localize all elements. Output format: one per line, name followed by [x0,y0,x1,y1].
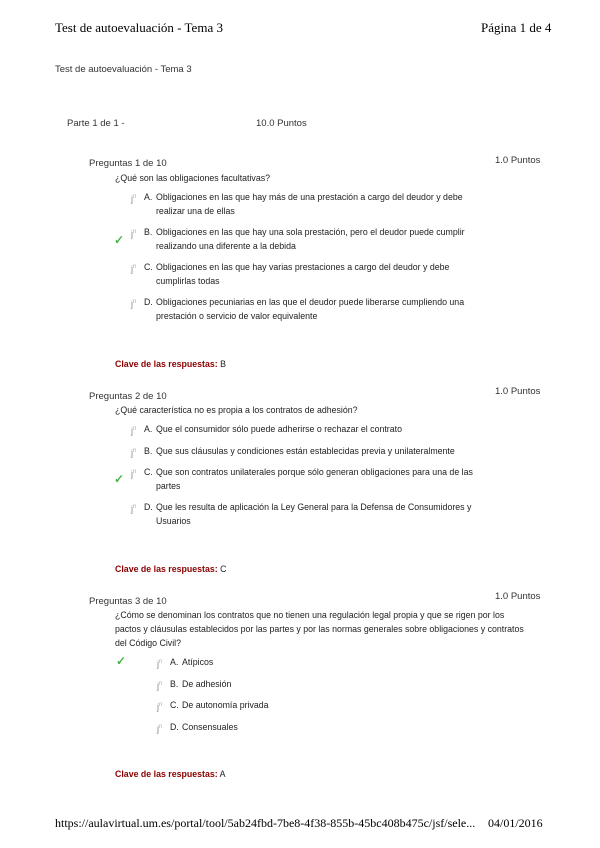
page-number: Página 1 de 4 [481,20,552,35]
radio-icon[interactable]: $j^n$ [131,426,137,436]
option-d[interactable]: $j^n$ D. Obligaciones pecuniarias en las que el deudor puede liberarse cumpliendo una prestación o servicio de valor equivalente [131,297,465,321]
radio-icon[interactable]: $j^n$ [157,702,163,712]
radio-icon[interactable]: $j^n$ [131,229,137,239]
option-d[interactable]: $j^n$ D. Consensuales [157,722,238,734]
answer-key: Clave de las respuestas: A [115,769,226,779]
part-points: 10.0 Puntos [256,118,307,129]
option-a[interactable]: $j^n$ A. Obligaciones en las que hay más de una prestación a cargo del deudor y debe realizar una de ellas [131,192,463,216]
question-number: Preguntas 3 de 10 [89,596,167,607]
correct-check-icon: ✓ [114,233,125,247]
radio-icon[interactable]: $j^n$ [131,299,137,309]
footer-date: 04/01/2016 [488,816,543,830]
part-label: Parte 1 de 1 - [67,118,125,129]
radio-icon[interactable]: $j^n$ [131,448,137,458]
radio-icon[interactable]: $j^n$ [157,681,163,691]
radio-icon[interactable]: $j^n$ [131,264,137,274]
option-c[interactable]: $j^n$ C. Que son contratos unilaterales porque sólo generan obligaciones para una de las partes [131,467,473,491]
correct-check-icon: ✓ [114,472,125,486]
question-number: Preguntas 1 de 10 [89,158,167,169]
question-points: 1.0 Puntos [495,155,541,166]
option-a[interactable]: $j^n$ A. Atípicos [157,657,214,669]
footer-url: https://aulavirtual.um.es/portal/tool/5ab24fbd-7be8-4f38-855b-45bc408b475c/jsf/sele... [55,816,476,830]
correct-check-icon: ✓ [116,654,127,668]
radio-icon[interactable]: $j^n$ [157,659,163,669]
question-text: ¿Cómo se denominan los contratos que no tienen una regulación legal propia y que se rigen por los pactos y cláusulas establecidos por las partes y por las normas generales sobre obligaciones y contratos del Código Civil? [115,610,524,648]
answer-key: Clave de las respuestas: B [115,359,227,369]
radio-icon[interactable]: $j^n$ [157,724,163,734]
option-c[interactable]: $j^n$ C. Obligaciones en las que hay varias prestaciones a cargo del deudor y debe cumplirlas todas [131,262,450,286]
option-c[interactable]: $j^n$ C. De autonomía privada [157,700,269,712]
question-text: ¿Qué son las obligaciones facultativas? [115,173,271,183]
option-d[interactable]: $j^n$ D. Que les resulta de aplicación la Ley General para la Defensa de Consumidores y Usuarios [131,502,472,526]
radio-icon[interactable]: $j^n$ [131,194,137,204]
question-text: ¿Qué característica no es propia a los contratos de adhesión? [115,405,358,415]
page-header-title: Test de autoevaluación - Tema 3 [55,20,223,35]
option-b[interactable]: $j^n$ B. Obligaciones en las que hay una sola prestación, pero el deudor puede cumplir realizando una diferente a la debida [131,227,465,251]
question-points: 1.0 Puntos [495,591,541,602]
option-a[interactable]: $j^n$ A. Que el consumidor sólo puede adherirse o rechazar el contrato [131,424,402,436]
document-title: Test de autoevaluación - Tema 3 [55,64,192,75]
question-number: Preguntas 2 de 10 [89,391,167,402]
answer-key: Clave de las respuestas: C [115,564,227,574]
question-points: 1.0 Puntos [495,386,541,397]
option-b[interactable]: $j^n$ B. Que sus cláusulas y condiciones están establecidas previa y unilateralmente [131,446,455,458]
radio-icon[interactable]: $j^n$ [131,469,137,479]
option-b[interactable]: $j^n$ B. De adhesión [157,679,232,691]
radio-icon[interactable]: $j^n$ [131,504,137,514]
